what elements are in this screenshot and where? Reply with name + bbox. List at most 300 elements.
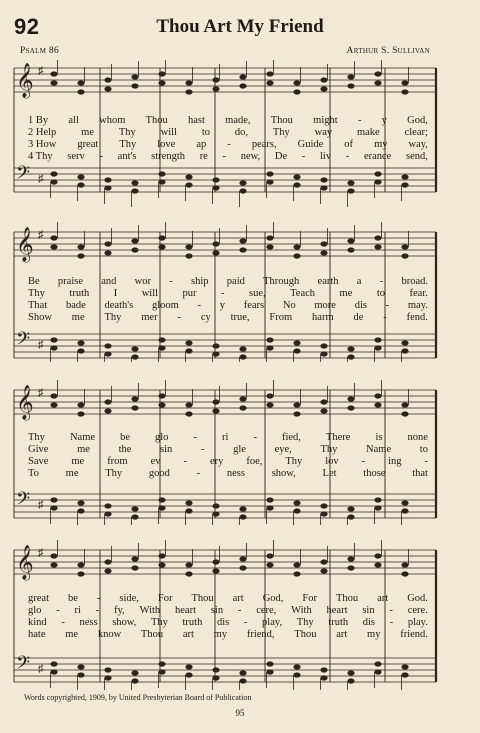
- note-head: [77, 571, 84, 576]
- note-head: [158, 171, 165, 176]
- lyric-syllable: truth: [69, 288, 90, 299]
- lyric-syllable: sue,: [249, 288, 266, 299]
- lyric-syllable: With: [291, 605, 312, 616]
- sharp-icon: ♯: [38, 173, 44, 185]
- note-head: [212, 250, 219, 255]
- note-head: [347, 678, 354, 683]
- lyric-syllable: fears: [243, 300, 265, 311]
- note-head: [212, 241, 219, 246]
- lyric-syllable: For: [157, 593, 173, 604]
- lyric-syllable: made,: [225, 115, 251, 126]
- note-head: [293, 348, 300, 353]
- lyric-syllable: me: [81, 127, 94, 138]
- lyric-syllable: -: [243, 617, 248, 628]
- note-head: [401, 348, 408, 353]
- note-head: [320, 667, 327, 672]
- note-head: [77, 89, 84, 94]
- note-head: [374, 337, 381, 342]
- note-head: [50, 235, 57, 240]
- note-head: [158, 497, 165, 502]
- note-head: [131, 188, 138, 193]
- lyric-syllable: -: [99, 151, 103, 162]
- note-head: [293, 340, 300, 345]
- note-head: [104, 568, 111, 573]
- sharp-icon: ♯: [38, 547, 44, 559]
- note-head: [239, 678, 246, 683]
- note-head: [347, 405, 354, 410]
- lyric-syllable: sin: [210, 605, 224, 616]
- lyric-syllable: -: [385, 300, 390, 311]
- note-head: [212, 399, 219, 404]
- lyric-syllable: ing: [388, 456, 402, 467]
- note-head: [401, 182, 408, 187]
- note-head: [401, 664, 408, 669]
- note-head: [131, 346, 138, 351]
- lyric-syllable: great: [28, 593, 49, 604]
- note-head: [266, 80, 273, 85]
- lyric-syllable: play,: [262, 617, 283, 628]
- note-head: [104, 511, 111, 516]
- lyric-syllable: -: [389, 605, 393, 616]
- note-head: [266, 402, 273, 407]
- note-head: [293, 562, 300, 567]
- sharp-icon: ♯: [38, 339, 44, 351]
- note-head: [158, 80, 165, 85]
- lyric-syllable: send,: [406, 151, 428, 162]
- note-head: [212, 77, 219, 82]
- lyric-syllable: -: [222, 151, 227, 162]
- note-head: [239, 354, 246, 359]
- lyric-line: [28, 276, 428, 288]
- lyric-syllable: wor: [134, 276, 152, 287]
- note-head: [374, 345, 381, 350]
- note-head: [320, 511, 327, 516]
- note-head: [239, 396, 246, 401]
- note-head: [131, 354, 138, 359]
- note-head: [158, 244, 165, 249]
- lyric-syllable: fied,: [281, 432, 301, 443]
- lyric-syllable: to: [419, 444, 428, 455]
- music-system-3: [0, 380, 480, 525]
- lyric-syllable: No: [282, 300, 296, 311]
- note-head: [212, 343, 219, 348]
- lyric-syllable: fear.: [409, 288, 428, 299]
- lyric-syllable: side,: [119, 593, 139, 604]
- lyric-syllable: -: [95, 605, 100, 616]
- lyric-syllable: clear;: [404, 127, 428, 138]
- note-head: [77, 402, 84, 407]
- lyric-syllable: Through: [263, 276, 300, 287]
- note-head: [239, 83, 246, 88]
- note-head: [104, 408, 111, 413]
- note-head: [185, 571, 192, 576]
- lyric-syllable: Thy: [296, 617, 314, 628]
- note-head: [77, 253, 84, 258]
- hymn-title: Thou Art My Friend: [156, 16, 324, 37]
- note-head: [158, 179, 165, 184]
- lyric-syllable: -: [383, 312, 387, 323]
- note-head: [50, 345, 57, 350]
- lyric-syllable: With: [139, 605, 161, 616]
- lyric-syllable: cere,: [256, 605, 277, 616]
- lyric-line: [28, 312, 428, 324]
- note-head: [104, 185, 111, 190]
- lyric-syllable: Thou: [294, 629, 317, 640]
- note-head: [77, 672, 84, 677]
- lyric-syllable: -: [379, 276, 384, 287]
- note-head: [266, 345, 273, 350]
- note-head: [158, 71, 165, 76]
- lyric-syllable: art: [232, 593, 244, 604]
- note-head: [374, 497, 381, 502]
- lyric-syllable: truth: [328, 617, 349, 628]
- lyric-syllable: ery: [209, 456, 224, 467]
- lyric-syllable: -: [345, 151, 350, 162]
- lyric-syllable: might: [313, 115, 338, 126]
- lyric-syllable: is: [375, 432, 383, 443]
- note-head: [401, 89, 408, 94]
- note-head: [50, 669, 57, 674]
- note-head: [77, 348, 84, 353]
- lyric-line: [28, 127, 428, 139]
- lyric-line: [28, 468, 428, 480]
- lyric-syllable: ant's: [117, 151, 137, 162]
- lyric-syllable: of: [344, 139, 354, 150]
- note-head: [212, 351, 219, 356]
- lyric-syllable: paid: [226, 276, 245, 287]
- lyric-syllable: ship: [191, 276, 209, 287]
- bass-clef-icon: 𝄢: [16, 329, 31, 354]
- lyric-syllable: -: [221, 288, 225, 299]
- note-head: [239, 238, 246, 243]
- note-head: [293, 182, 300, 187]
- lyric-syllable: that: [412, 468, 428, 479]
- lyric-syllable: Thy: [104, 312, 122, 323]
- lyric-syllable: y: [219, 300, 225, 311]
- lyric-syllable: dis: [217, 617, 230, 628]
- note-head: [347, 346, 354, 351]
- lyric-syllable: more: [314, 300, 336, 311]
- note-head: [401, 402, 408, 407]
- lyric-syllable: Name: [366, 444, 392, 455]
- sharp-icon: ♯: [38, 229, 44, 241]
- note-head: [185, 411, 192, 416]
- lyric-syllable: God,: [407, 115, 428, 126]
- note-head: [131, 238, 138, 243]
- note-head: [131, 670, 138, 675]
- lyric-syllable: Thou: [145, 115, 168, 126]
- note-head: [320, 343, 327, 348]
- note-head: [374, 393, 381, 398]
- note-head: [50, 402, 57, 407]
- note-head: [185, 508, 192, 513]
- lyric-syllable: -: [193, 432, 197, 443]
- note-head: [50, 393, 57, 398]
- music-system-2: [0, 222, 480, 362]
- bass-clef-icon: 𝄢: [16, 653, 31, 678]
- lyric-syllable: Thy: [28, 288, 45, 299]
- lyric-syllable: pears,: [251, 139, 277, 150]
- lyric-line: [28, 617, 428, 629]
- note-head: [158, 505, 165, 510]
- note-head: [212, 675, 219, 680]
- lyric-syllable: -: [177, 312, 181, 323]
- lyric-syllable: heart: [326, 605, 348, 616]
- note-head: [50, 337, 57, 342]
- note-head: [77, 664, 84, 669]
- music-system-4: [0, 540, 480, 690]
- lyric-syllable: Thy: [272, 127, 290, 138]
- lyric-syllable: whom: [99, 115, 126, 126]
- note-head: [266, 179, 273, 184]
- lyric-syllable: my: [213, 629, 228, 640]
- note-head: [50, 553, 57, 558]
- composer: Arthur S. Sullivan: [346, 46, 430, 56]
- lyric-syllable: hast: [188, 115, 205, 126]
- note-head: [239, 405, 246, 410]
- note-head: [266, 505, 273, 510]
- lyric-syllable: me: [339, 288, 353, 299]
- lyric-syllable: ness: [226, 468, 245, 479]
- treble-clef-icon: 𝄞: [16, 385, 34, 420]
- note-head: [77, 411, 84, 416]
- lyric-line: [28, 593, 428, 605]
- page-number: 95: [235, 708, 245, 718]
- lyric-syllable: me: [65, 629, 79, 640]
- note-head: [401, 562, 408, 567]
- lyric-syllable: lov: [325, 456, 339, 467]
- note-head: [374, 171, 381, 176]
- music-system-1: [0, 60, 480, 210]
- lyric-syllable: me: [71, 312, 85, 323]
- note-head: [77, 244, 84, 249]
- lyric-line: [28, 605, 428, 617]
- lyric-syllable: be: [120, 432, 130, 443]
- note-head: [401, 571, 408, 576]
- lyric-syllable: me: [71, 456, 85, 467]
- note-head: [293, 664, 300, 669]
- note-head: [131, 565, 138, 570]
- note-head: [131, 678, 138, 683]
- lyric-syllable: De: [274, 151, 288, 162]
- note-head: [185, 562, 192, 567]
- note-head: [293, 174, 300, 179]
- note-head: [266, 171, 273, 176]
- sharp-icon: ♯: [38, 387, 44, 399]
- lyric-line: [28, 456, 428, 468]
- note-head: [266, 244, 273, 249]
- lyric-syllable: 1 By: [28, 115, 49, 126]
- lyric-syllable: Give: [28, 444, 49, 455]
- lyric-syllable: -: [200, 444, 205, 455]
- note-head: [158, 393, 165, 398]
- lyric-syllable: dis: [354, 300, 367, 311]
- lyric-syllable: fy,: [114, 605, 125, 616]
- note-head: [77, 340, 84, 345]
- note-head: [374, 179, 381, 184]
- note-head: [212, 185, 219, 190]
- lyric-syllable: art: [182, 629, 194, 640]
- note-head: [401, 253, 408, 258]
- lyric-syllable: -: [227, 139, 231, 150]
- lyric-syllable: Thou: [270, 115, 293, 126]
- note-head: [185, 664, 192, 669]
- note-head: [266, 71, 273, 76]
- lyric-syllable: make: [356, 127, 380, 138]
- lyric-syllable: eye,: [274, 444, 292, 455]
- note-head: [320, 86, 327, 91]
- lyric-syllable: me: [65, 468, 79, 479]
- note-head: [293, 411, 300, 416]
- copyright-note: Words copyrighted, 1909, by United Presbyterian Board of Publication: [24, 693, 252, 702]
- note-head: [239, 346, 246, 351]
- note-head: [293, 244, 300, 249]
- note-head: [347, 565, 354, 570]
- note-head: [293, 672, 300, 677]
- note-head: [131, 396, 138, 401]
- lyric-syllable: Thy: [28, 432, 45, 443]
- note-head: [77, 500, 84, 505]
- note-head: [401, 672, 408, 677]
- lyrics-block: [28, 432, 428, 480]
- note-head: [347, 238, 354, 243]
- note-head: [212, 511, 219, 516]
- note-head: [239, 74, 246, 79]
- lyric-syllable: -: [183, 456, 187, 467]
- lyric-syllable: sin: [160, 444, 173, 455]
- note-head: [212, 568, 219, 573]
- lyric-syllable: That: [28, 300, 48, 311]
- note-head: [50, 497, 57, 502]
- note-head: [212, 177, 219, 182]
- note-head: [347, 74, 354, 79]
- note-head: [212, 86, 219, 91]
- lyric-line: [28, 139, 428, 151]
- note-head: [50, 171, 57, 176]
- lyric-syllable: Show: [28, 312, 52, 323]
- note-head: [158, 337, 165, 342]
- lyric-syllable: truth: [182, 617, 203, 628]
- lyric-syllable: kind: [28, 617, 47, 628]
- lyric-syllable: good: [148, 468, 170, 479]
- note-head: [212, 408, 219, 413]
- note-head: [266, 661, 273, 666]
- lyric-syllable: Teach: [290, 288, 316, 299]
- note-head: [266, 337, 273, 342]
- note-head: [374, 505, 381, 510]
- note-head: [185, 402, 192, 407]
- note-head: [293, 89, 300, 94]
- note-head: [374, 553, 381, 558]
- lyric-syllable: and: [101, 276, 117, 287]
- note-head: [131, 247, 138, 252]
- note-head: [401, 340, 408, 345]
- note-head: [77, 174, 84, 179]
- lyric-syllable: praise: [57, 276, 83, 287]
- sharp-icon: ♯: [38, 499, 44, 511]
- lyric-syllable: bade: [65, 300, 86, 311]
- note-head: [50, 80, 57, 85]
- lyric-syllable: Thy: [320, 444, 338, 455]
- note-head: [50, 179, 57, 184]
- note-head: [266, 553, 273, 558]
- lyric-syllable: ev: [150, 456, 161, 467]
- note-head: [77, 182, 84, 187]
- lyric-syllable: love: [157, 139, 176, 150]
- note-head: [131, 83, 138, 88]
- lyric-syllable: hate: [28, 629, 46, 640]
- note-head: [293, 571, 300, 576]
- note-head: [239, 247, 246, 252]
- note-head: [320, 568, 327, 573]
- lyric-syllable: my: [374, 139, 388, 150]
- note-head: [239, 188, 246, 193]
- lyric-line: [28, 432, 428, 444]
- note-head: [239, 565, 246, 570]
- note-head: [158, 345, 165, 350]
- lyric-syllable: Thy: [150, 617, 168, 628]
- note-head: [50, 562, 57, 567]
- note-head: [347, 506, 354, 511]
- lyric-syllable: way: [314, 127, 333, 138]
- note-head: [347, 83, 354, 88]
- note-head: [104, 241, 111, 246]
- note-head: [401, 508, 408, 513]
- note-head: [266, 393, 273, 398]
- note-head: [185, 182, 192, 187]
- note-head: [212, 667, 219, 672]
- treble-clef-icon: 𝄞: [16, 545, 34, 580]
- lyric-syllable: y: [381, 115, 387, 126]
- lyric-syllable: gle: [233, 444, 246, 455]
- lyric-syllable: de: [353, 312, 364, 323]
- note-head: [347, 188, 354, 193]
- lyric-syllable: new,: [240, 151, 261, 162]
- lyric-syllable: know: [97, 629, 122, 640]
- lyric-syllable: To: [28, 468, 39, 479]
- lyric-syllable: be: [67, 593, 78, 604]
- lyric-syllable: -: [169, 276, 173, 287]
- note-head: [374, 80, 381, 85]
- lyric-syllable: those: [363, 468, 386, 479]
- lyric-syllable: do,: [234, 127, 248, 138]
- bass-clef-icon: 𝄢: [16, 163, 31, 188]
- note-head: [374, 71, 381, 76]
- note-head: [185, 340, 192, 345]
- note-head: [347, 247, 354, 252]
- note-head: [212, 503, 219, 508]
- lyric-syllable: 4 Thy: [28, 151, 53, 162]
- note-head: [50, 505, 57, 510]
- lyric-syllable: will: [160, 127, 177, 138]
- lyric-syllable: -: [361, 456, 366, 467]
- lyric-syllable: Thy: [105, 468, 123, 479]
- sharp-icon: ♯: [38, 65, 44, 77]
- lyric-syllable: Guide: [297, 139, 324, 150]
- bass-clef-icon: 𝄢: [16, 489, 31, 514]
- note-head: [374, 244, 381, 249]
- note-head: [239, 670, 246, 675]
- note-head: [266, 669, 273, 674]
- note-head: [320, 675, 327, 680]
- note-head: [104, 667, 111, 672]
- note-head: [50, 71, 57, 76]
- note-head: [131, 74, 138, 79]
- lyric-syllable: friend.: [400, 629, 428, 640]
- note-head: [320, 241, 327, 246]
- lyric-syllable: fend.: [406, 312, 428, 323]
- note-head: [50, 244, 57, 249]
